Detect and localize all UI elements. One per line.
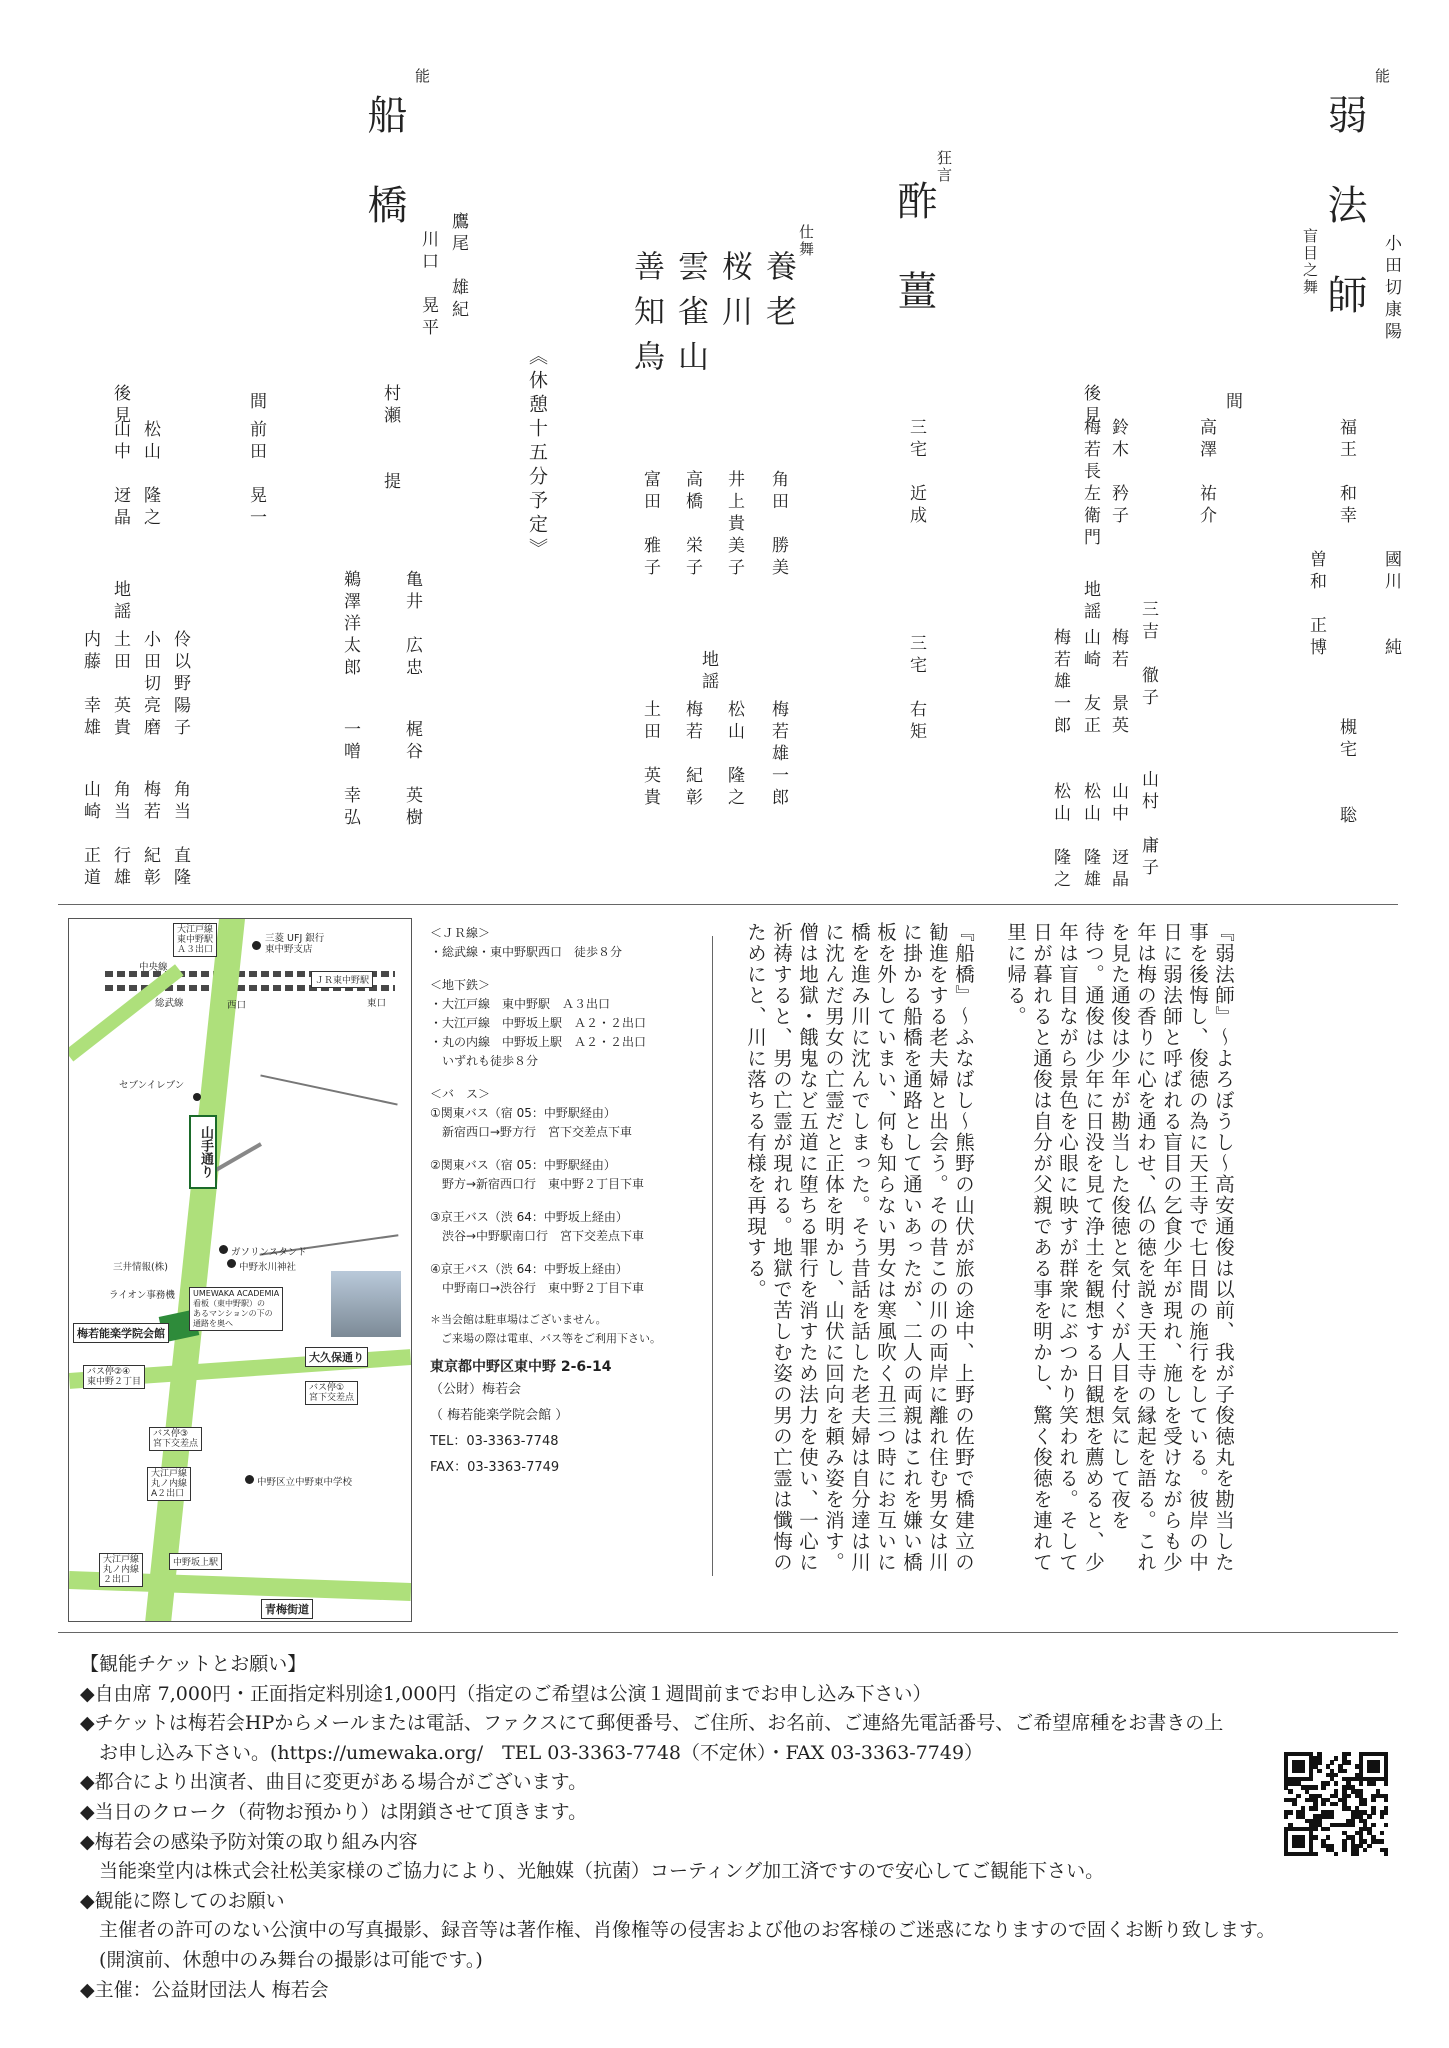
performer-name: 梅若 景英	[1108, 628, 1128, 738]
qr-module	[1371, 1810, 1375, 1814]
synopsis-line: 橋を進み川に沈んでしまった。そう昔話を話した老夫婦は自分達は川	[848, 922, 871, 1573]
synopsis-line: 勧進をする老夫婦と出会う。その昔この川の両岸に離れ住む男女は川	[926, 922, 949, 1573]
organization: （公財）梅若会	[430, 1382, 522, 1397]
yoroboshi-title: 弱法師	[1321, 94, 1367, 364]
map-west-exit: 西口	[227, 1000, 247, 1011]
performer-name: 鵜澤洋太郎	[340, 570, 360, 680]
performer-name: 内藤 幸雄	[80, 630, 100, 740]
funabashi-genre: 能	[413, 68, 431, 85]
qr-module	[1313, 1852, 1317, 1856]
performer-name: 伶以野陽子	[170, 630, 190, 740]
access-bus-4: ④京王バス（渋 64：中野坂上経由）	[430, 1262, 628, 1276]
map-bus-stop-1: バス停① 宮下交差点	[305, 1381, 358, 1405]
performer-name: 亀井 広忠	[402, 570, 422, 680]
qr-module	[1317, 1760, 1321, 1764]
spacer	[430, 1142, 720, 1156]
map-a2-exit: 大江戸線 丸ノ内線 A２出口	[147, 1467, 191, 1501]
access-bus-2: ②関東バス（宿 05：中野駅経由）	[430, 1158, 616, 1172]
access-bus-1b: 新宿西口→野方行 宮下交差点下車	[430, 1125, 633, 1139]
shimai-jiutai-label: 地謡	[698, 650, 718, 694]
map-mitsui: 三井情報(株)	[113, 1262, 168, 1273]
yoroboshi-genre: 能	[1373, 68, 1391, 85]
access-bus-3: ③京王バス（渋 64：中野坂上経由）	[430, 1210, 628, 1224]
spacer	[430, 1348, 720, 1358]
funabashi-koken-label: 後見	[110, 384, 130, 428]
shimai-title: 養老	[760, 250, 796, 340]
notice-line: ◆観能に際してのお願い	[80, 1889, 285, 1912]
map-bus-stop-3: バス停③ 宮下交差点	[149, 1427, 202, 1451]
access-info	[430, 924, 720, 1481]
access-map	[68, 918, 412, 1622]
access-jr-heading: ＜ＪＲ線＞	[430, 926, 491, 940]
tel: TEL：03-3363-7748	[430, 1434, 559, 1449]
qr-module	[1334, 1852, 1338, 1856]
section-divider-top	[58, 904, 1398, 905]
map-yamate-sign: 山手通り	[189, 1115, 217, 1189]
qr-module	[1309, 1777, 1313, 1781]
synopsis-line: に沈んだ男女の亡霊だと正体を明かし、山伏に回向を頼み姿を消す。	[822, 922, 845, 1573]
map-sobu-line: 総武線	[155, 998, 184, 1009]
map-chuo-line: 中央線	[139, 962, 168, 973]
synopsis-line: ためにと、川に落ちる有様を再現する。	[744, 922, 767, 1300]
performer-name: 山崎 友正	[1080, 628, 1100, 738]
map-academy-note: UMEWAKA ACADEMIA 看板（東中野駅）の あるマンションの下の 通路を奥へ	[189, 1287, 283, 1331]
notice-line: ◆当日のクローク（荷物お預かり）は閉鎖させて頂きます。	[80, 1800, 588, 1823]
notice-line: (開演前、休憩中のみ舞台の撮影は可能です。)	[80, 1948, 483, 1971]
spacer	[430, 1246, 720, 1260]
qr-code[interactable]	[1284, 1752, 1388, 1856]
map-school-dot	[245, 1475, 254, 1484]
yoroboshi-koken-label: 後見	[1080, 384, 1100, 428]
qr-module	[1371, 1823, 1375, 1827]
performer-name: 槻宅 聡	[1336, 718, 1356, 828]
notice-line: ◆自由席 7,000円・正面指定料別途1,000円（指定のご希望は公演１週間前までお申し込み下さい）	[80, 1682, 932, 1705]
performer-name: 一噌 幸弘	[340, 720, 360, 830]
qr-module	[1321, 1785, 1325, 1789]
access-jr-line: ・総武線・東中野駅西口 徒歩８分	[430, 945, 623, 959]
qr-module	[1359, 1781, 1363, 1785]
access-bus-2b: 野方→新宿西口行 東中野２丁目下車	[430, 1177, 645, 1191]
qr-module	[1334, 1756, 1338, 1760]
map-station: ＪＲ東中野駅	[311, 971, 373, 988]
qr-module	[1342, 1769, 1346, 1773]
qr-module	[1301, 1844, 1305, 1848]
performer-name: 松山 隆雄	[1080, 782, 1100, 892]
map-school: 中野区立中野東中学校	[257, 1477, 353, 1488]
synopsis-line: 日に弱法師と呼ばれる盲目の乞食少年が現れ、施しを受けながらも少	[1160, 922, 1183, 1573]
notice-line: お申し込み下さい。(https://umewaka.org/ TEL 03-3363-7748（不定休）・FAX 03-3363-7749）	[80, 1741, 984, 1764]
qr-module	[1367, 1814, 1371, 1818]
suzu-genre: 狂言	[935, 150, 953, 184]
performer-name: 角当 直隆	[170, 780, 190, 890]
qr-module	[1288, 1810, 1292, 1814]
qr-module	[1346, 1752, 1350, 1756]
access-subway-heading: ＜地下鉄＞	[430, 978, 491, 992]
performer-name: 梅若長左衛門	[1080, 418, 1100, 550]
notice-line: 当能楽堂内は株式会社松美家様のご協力により、光触媒（抗菌）コーティング加工済ですので安心してご観能下さい。	[80, 1860, 1105, 1883]
synopsis-line	[976, 922, 1002, 1622]
access-subway-3: ・丸の内線 中野坂上駅 Ａ２・２出口	[430, 1035, 647, 1049]
access-subway-1: ・大江戸線 東中野駅 Ａ３出口	[430, 997, 611, 1011]
performer-name: 三宅 近成	[906, 418, 926, 528]
performer-name: 村瀬 提	[380, 384, 400, 494]
qr-module	[1326, 1781, 1330, 1785]
notice-line: ◆梅若会の感染予防対策の取り組み内容	[80, 1830, 418, 1853]
qr-module	[1363, 1848, 1367, 1852]
map-a3-exit: 大江戸線 東中野駅 Ａ３出口	[173, 923, 217, 957]
qr-module	[1288, 1789, 1292, 1793]
qr-module	[1321, 1802, 1325, 1806]
access-subway-4: いずれも徒歩８分	[430, 1054, 539, 1068]
map-ome-sign: 青梅街道	[261, 1599, 313, 1619]
notice-line: ◆チケットは梅若会HPからメールまたは電話、ファクスにて郵便番号、ご住所、お名前、ご連絡先電話番号、ご希望席種をお書きの上	[80, 1712, 1224, 1735]
map-bank: 三菱 UFJ 銀行 東中野支店	[265, 933, 325, 955]
map-east-exit: 東口	[367, 998, 387, 1009]
synopsis-line: 年は盲目ながら景色を心眼に映すが群衆にぶつかり笑われる。そして	[1056, 922, 1079, 1573]
performer-name: 國川 純	[1381, 550, 1401, 660]
qr-module	[1313, 1785, 1317, 1789]
performer-name: 三宅 右矩	[906, 634, 926, 744]
performer-name: 梅若雄一郎	[1050, 628, 1070, 738]
performer-name: 山中 迓晶	[110, 420, 130, 530]
qr-module	[1363, 1802, 1367, 1806]
qr-module	[1376, 1769, 1380, 1773]
qr-module	[1326, 1835, 1330, 1839]
qr-module	[1317, 1769, 1321, 1773]
synopsis-line: 僧は地獄・餓鬼など五道に堕ちる罪行を消すため法力を使い、一心に	[796, 922, 819, 1573]
access-note-1: ＊当会館は駐車場はございません。	[430, 1313, 607, 1326]
performer-name: 角当 行雄	[110, 780, 130, 890]
map-shrine-dot	[227, 1259, 236, 1268]
performer-name: 梅若 紀彰	[140, 780, 160, 890]
performer-name: 梅若 紀彰	[682, 700, 702, 810]
performer-name: 小田切亮磨	[140, 630, 160, 740]
performer-name: 高橋 栄子	[682, 470, 702, 580]
synopsis-line: を見た通俊は少年が勘当した俊徳と気付くが人目を気にして夜を	[1108, 922, 1131, 1531]
map-shrine: 中野氷川神社	[239, 1262, 297, 1273]
funabashi-title: 船橋	[361, 94, 407, 274]
performer-name: 富田 雅子	[640, 470, 660, 580]
qr-module	[1301, 1769, 1305, 1773]
performer-name: 山村 庸子	[1138, 770, 1158, 880]
synopsis-line: 『船橋』〜ふなばし〜熊野の山伏が旅の途中、上野の佐野で橋建立の	[952, 922, 975, 1573]
qr-module	[1326, 1827, 1330, 1831]
qr-module	[1334, 1781, 1338, 1785]
section-divider-bottom	[58, 1632, 1398, 1633]
map-hall: 梅若能楽学院会館	[73, 1323, 169, 1343]
synopsis-line: 年は梅の香りに心を通わせ、仏の徳を説き天王寺の縁起を語る。これ	[1134, 922, 1157, 1573]
performer-name: 間	[246, 392, 266, 414]
yoroboshi-jiutai-label: 地謡	[1080, 580, 1100, 624]
map-building-photo	[331, 1271, 401, 1337]
intermission: 《休憩十五分予定》	[526, 346, 548, 562]
qr-module	[1371, 1781, 1375, 1785]
performer-name: 小田切康陽	[1381, 234, 1401, 344]
synopsis-line: 板を外していまい、何も知らない男女は寒風吹く丑三つ時にお互いに	[874, 922, 897, 1573]
qr-module	[1313, 1806, 1317, 1810]
qr-module	[1346, 1760, 1350, 1764]
suzu-title: 酢薑	[891, 180, 937, 360]
performer-name: 曽和 正博	[1306, 550, 1326, 660]
qr-module	[1384, 1852, 1388, 1856]
performer-name: 梅若雄一郎	[768, 700, 788, 810]
performer-name: 前田 晃一	[246, 420, 266, 530]
qr-module	[1380, 1831, 1384, 1835]
qr-module	[1334, 1773, 1338, 1777]
performer-name: 井上貴美子	[724, 470, 744, 580]
notice-line: ◆主催：公益財団法人 梅若会	[80, 1978, 329, 2001]
qr-module	[1384, 1823, 1388, 1827]
address: 東京都中野区東中野 2-6-14	[430, 1359, 612, 1375]
map-sakaue-station: 中野坂上駅	[169, 1553, 222, 1570]
map-seven-dot	[193, 1093, 201, 1101]
qr-module	[1384, 1810, 1388, 1814]
fax: FAX：03-3363-7749	[430, 1460, 560, 1475]
performer-name: 松山 隆之	[1050, 782, 1070, 892]
ticket-notice	[80, 1650, 1410, 2005]
notice-lines	[80, 1680, 1410, 2006]
access-bus-3b: 渋谷→中野駅南口行 宮下交差点下車	[430, 1229, 645, 1243]
synopsis-line: 『弱法師』〜よろぼうし〜高安通俊は以前、我が子俊徳丸を勘当した	[1212, 922, 1235, 1573]
performer-name: 角田 勝美	[768, 470, 788, 580]
map-bus-stop-24: バス停②④ 東中野２丁目	[83, 1365, 145, 1389]
qr-module	[1342, 1848, 1346, 1852]
performer-name: 福王 和幸	[1336, 418, 1356, 528]
performer-name: 松山 隆之	[724, 700, 744, 810]
synopsis-line: 里に帰る。	[1004, 922, 1027, 1027]
funabashi-jiutai-label: 地謡	[110, 580, 130, 624]
qr-module	[1367, 1844, 1371, 1848]
performer-name: 高澤 祐介	[1196, 418, 1216, 528]
access-note-2: ご来場の際は電車、バス等をご利用下さい。	[430, 1332, 661, 1345]
access-subway-2: ・大江戸線 中野坂上駅 Ａ２・２出口	[430, 1016, 647, 1030]
map-gas: ガソリンスタンド	[231, 1247, 307, 1258]
performer-name: 山崎 正道	[80, 780, 100, 890]
spacer	[430, 1071, 720, 1085]
spacer	[430, 1298, 720, 1310]
performer-name: 山中 迓晶	[1108, 782, 1128, 892]
qr-module	[1384, 1798, 1388, 1802]
map-gas-dot	[219, 1245, 228, 1254]
qr-module	[1292, 1802, 1296, 1806]
qr-module	[1380, 1814, 1384, 1818]
map-seven: セブンイレブン	[119, 1080, 185, 1091]
qr-module	[1313, 1835, 1317, 1839]
qr-module	[1330, 1814, 1334, 1818]
qr-module	[1334, 1802, 1338, 1806]
performer-name: 川口 晃平	[418, 230, 438, 340]
performer-name: 土田 英貴	[110, 630, 130, 740]
qr-module	[1355, 1852, 1359, 1856]
performer-name: 鷹尾 雄紀	[448, 212, 468, 322]
qr-module	[1346, 1794, 1350, 1798]
qr-module	[1296, 1794, 1300, 1798]
synopsis	[742, 922, 1236, 1622]
notice-line: 主催者の許可のない公演中の写真撮影、録音等は著作権、肖像権等の侵害および他のお客様のご迷惑になりますので固くお断り致します。	[80, 1919, 1276, 1942]
performer-name: 間	[1222, 392, 1242, 414]
yoroboshi-subtitle: 盲目之舞	[1301, 228, 1319, 296]
map-okubo-sign: 大久保通り	[305, 1347, 368, 1367]
access-bus-heading: ＜バ ス＞	[430, 1087, 491, 1101]
performer-name: 梶谷 英樹	[402, 720, 422, 830]
performer-name: 三吉 徹子	[1138, 600, 1158, 710]
notice-heading: 【観能チケットとお願い】	[80, 1653, 307, 1675]
shimai-title: 雲雀山	[672, 250, 708, 385]
minor-road	[260, 1074, 397, 1105]
synopsis-line: 日が暮れると通俊は自分が父親である事を明かし、驚く俊徳を連れて	[1030, 922, 1053, 1573]
spacer	[430, 1194, 720, 1208]
qr-module	[1384, 1781, 1388, 1785]
synopsis-line: 待つ。通俊は少年に日没を見て浄土を観想する日観想を薦めると、少	[1082, 922, 1105, 1573]
qr-module	[1351, 1823, 1355, 1827]
synopsis-line: に掛かる船橋を通路として通いあったが、二人の両親はこれを嫌い橋	[900, 922, 923, 1573]
performer-name: 土田 英貴	[640, 700, 660, 810]
shimai-genre: 仕舞	[797, 224, 815, 258]
qr-module	[1380, 1839, 1384, 1843]
spacer	[430, 962, 720, 976]
qr-module	[1284, 1814, 1288, 1818]
performer-name: 松山 隆之	[140, 420, 160, 530]
access-bus-4b: 中野南口→渋谷行 東中野２丁目下車	[430, 1281, 645, 1295]
map-a2-exit-b: 大江戸線 丸ノ内線 ２出口	[99, 1553, 143, 1587]
notice-line: ◆都合により出演者、曲目に変更がある場合がございます。	[80, 1771, 588, 1794]
qr-module	[1330, 1760, 1334, 1764]
hall-name: （ 梅若能楽学院会館 ）	[430, 1408, 569, 1423]
map-bank-dot	[252, 941, 261, 950]
synopsis-line: 祈祷すると、男の亡霊が現れる。地獄で苦しむ姿の男の亡霊は懺悔の	[770, 922, 793, 1573]
access-bus-1: ①関東バス（宿 05：中野駅経由）	[430, 1106, 616, 1120]
performer-name: 鈴木 矜子	[1108, 418, 1128, 528]
map-lion: ライオン事務機	[109, 1290, 175, 1301]
shimai-title: 善知鳥	[628, 250, 664, 385]
synopsis-line: 事を後悔し、俊徳の為に天王寺で七日間の施行をしている。彼岸の中	[1186, 922, 1209, 1573]
qr-module	[1371, 1798, 1375, 1802]
qr-module	[1313, 1827, 1317, 1831]
shimai-title: 桜川	[716, 250, 752, 340]
